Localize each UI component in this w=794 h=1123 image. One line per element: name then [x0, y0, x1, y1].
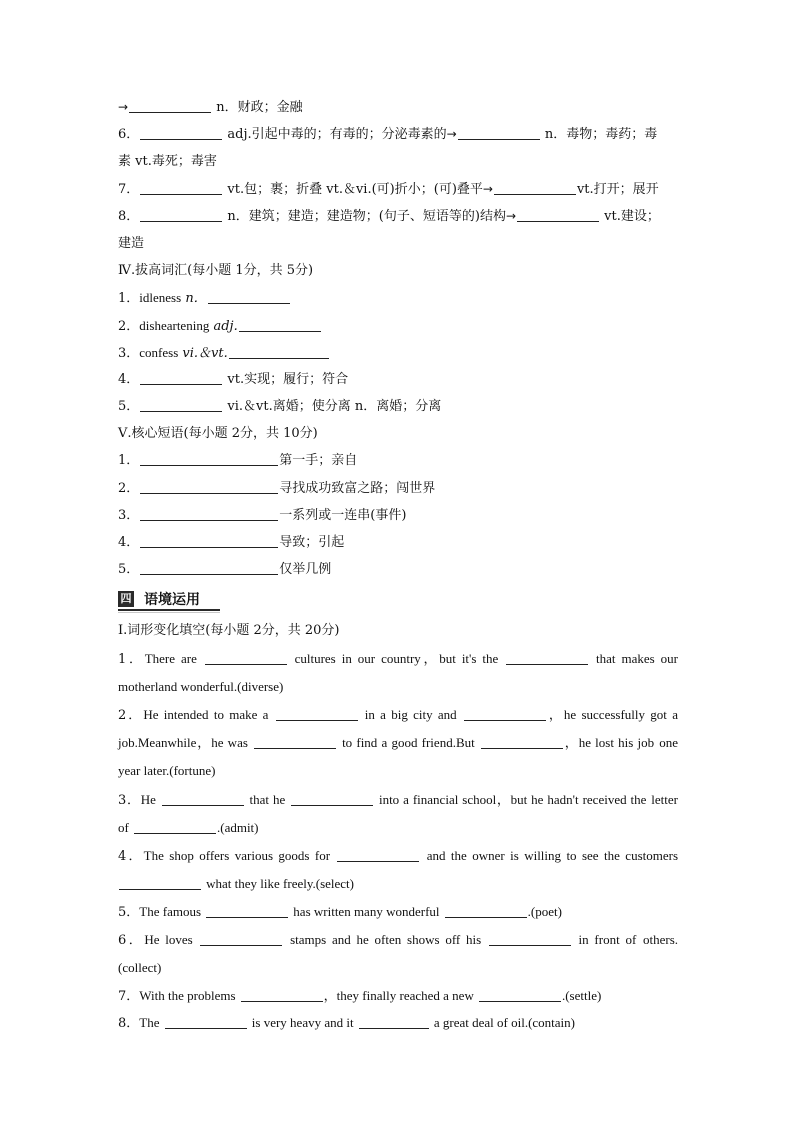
arrow-icon: →: [446, 127, 457, 142]
vocab-line-8-wrap: [118, 230, 678, 257]
vocab-line-5-cont: [118, 94, 678, 121]
question-text: what they like freely.(select): [206, 876, 355, 892]
item-number: 5．: [118, 905, 140, 921]
item-number: 1．: [118, 291, 140, 307]
item-number: 1．: [118, 651, 145, 667]
section-1-title: Ⅰ.词形变化填空(每小题 2分，共 20分): [118, 623, 340, 639]
answer-blank[interactable]: [165, 1014, 247, 1029]
question-text: a great deal of oil.(contain): [433, 1015, 576, 1031]
question-text: .(poet): [527, 904, 562, 920]
arrow-icon: →: [505, 208, 517, 223]
question-text: that he: [249, 791, 286, 807]
section-4-item-2: [118, 312, 678, 339]
answer-blank[interactable]: [140, 506, 278, 521]
question-text: The shop offers various goods for: [143, 847, 331, 863]
item-number: 6．: [118, 932, 145, 948]
item-number: 3．: [118, 792, 141, 808]
question-text: The famous: [139, 904, 202, 920]
answer-blank[interactable]: [140, 125, 222, 140]
answer-blank[interactable]: [162, 791, 244, 806]
item-number: 4．: [118, 848, 144, 864]
answer-blank[interactable]: [206, 903, 288, 918]
question-8: [118, 1009, 678, 1036]
question-text: ，he lost his job: [563, 735, 655, 751]
definition-text: adj.引起中毒的；有毒的；分泌毒素的: [227, 127, 447, 143]
item-number: 6．: [118, 127, 140, 143]
answer-blank[interactable]: [359, 1014, 429, 1029]
arrow-icon: →: [118, 100, 129, 114]
question-text: to find a good friend.But: [342, 735, 475, 751]
banner-underline: [118, 609, 220, 611]
vocab-word: idleness: [139, 290, 182, 306]
section-4-title: Ⅳ.拔高词汇(每小题 1分，共 5分): [118, 263, 314, 279]
banner-underline-shadow: [118, 612, 220, 613]
section-banner: [118, 587, 678, 611]
item-number: 4．: [118, 535, 140, 550]
item-number: 3．: [118, 507, 140, 523]
answer-blank[interactable]: [481, 734, 563, 749]
vocab-line-6-wrap: [118, 148, 678, 175]
question-text: into a financial school，but he hadn't received the: [378, 791, 647, 807]
answer-blank[interactable]: [229, 344, 329, 359]
question-5: [118, 898, 678, 925]
question-1: [118, 645, 678, 701]
section-5-item-1: [118, 447, 678, 474]
answer-blank[interactable]: [119, 875, 201, 890]
vocab-line-7: [118, 176, 678, 203]
answer-blank[interactable]: [479, 987, 561, 1002]
section-4-item-5: [118, 393, 678, 420]
vocab-word: disheartening: [139, 317, 210, 333]
item-number: 3．: [118, 345, 140, 361]
section-4-item-1: [118, 284, 678, 311]
section-5-item-3: [118, 502, 678, 529]
question-text: ，he successfully got a: [546, 706, 678, 722]
answer-blank[interactable]: [205, 650, 287, 665]
item-number: 1．: [118, 453, 140, 469]
question-text: He intended to make a: [143, 706, 269, 722]
question-text: With the problems: [139, 987, 236, 1003]
question-text: He loves: [144, 931, 193, 947]
item-number: 2．: [118, 318, 140, 334]
definition-text: 素: [118, 154, 132, 170]
item-number: 7．: [118, 988, 140, 1004]
question-text: There are: [144, 650, 197, 666]
question-text: in front of: [578, 931, 637, 947]
answer-blank[interactable]: [140, 533, 278, 548]
phrase-meaning: 仅举几例: [279, 562, 332, 578]
section-5-item-2: [118, 475, 678, 502]
question-text: stamps and he often shows off his: [290, 931, 482, 947]
question-2: [118, 701, 678, 786]
question-text: .(admit): [216, 819, 259, 835]
item-number: 2．: [118, 480, 140, 496]
definition-text: vt.包；裹；折叠: [227, 181, 323, 197]
question-text: others.(collect): [118, 931, 679, 975]
answer-blank[interactable]: [140, 370, 222, 385]
answer-blank[interactable]: [291, 791, 373, 806]
answer-blank[interactable]: [239, 317, 321, 332]
section-4-item-4: [118, 366, 678, 393]
section-5-item-4: [118, 529, 678, 556]
phrase-meaning: 第一手；亲自: [279, 453, 358, 469]
question-text: one year later.(fortune): [118, 735, 678, 779]
worksheet-page: [118, 94, 678, 1036]
answer-blank[interactable]: [494, 180, 576, 195]
answer-blank[interactable]: [464, 706, 546, 721]
definition-text: vt.＆vi.(可)折小；(可)叠平: [326, 181, 483, 197]
answer-blank[interactable]: [140, 479, 278, 494]
question-text: job.Meanwhile，he was: [118, 735, 248, 751]
question-text: has written many wonderful: [293, 904, 440, 920]
answer-blank[interactable]: [140, 451, 278, 466]
part-of-speech: vi.＆vt.: [182, 345, 228, 361]
item-number: 8．: [118, 1016, 140, 1032]
answer-blank[interactable]: [200, 931, 282, 946]
section-number-icon: 四: [118, 591, 134, 607]
question-text: and the owner is willing to see the customers: [426, 847, 679, 863]
definition-text: 建造: [118, 235, 145, 251]
question-text: letter of: [118, 791, 679, 835]
definition-text: n．毒物；毒药；毒: [544, 127, 658, 143]
answer-blank[interactable]: [517, 207, 599, 222]
question-text: The: [139, 1015, 160, 1031]
definition-text: vt.毒死；毒害: [135, 154, 217, 170]
question-text: in a big city and: [364, 706, 457, 722]
item-number: 2．: [118, 707, 144, 723]
section-banner-title: 语境运用: [144, 592, 200, 609]
answer-blank[interactable]: [134, 819, 216, 834]
question-7: [118, 982, 678, 1009]
answer-blank[interactable]: [140, 180, 222, 195]
answer-blank[interactable]: [445, 903, 527, 918]
answer-blank[interactable]: [254, 734, 336, 749]
question-text: He: [140, 791, 156, 807]
item-number: 7．: [118, 181, 140, 197]
item-number: 4．: [118, 371, 140, 387]
phrase-meaning: 寻找成功致富之路；闯世界: [279, 480, 436, 496]
question-6: [118, 926, 678, 982]
question-text: .(settle): [561, 987, 602, 1003]
answer-blank[interactable]: [458, 125, 540, 140]
vocab-line-8: [118, 203, 678, 230]
arrow-icon: →: [482, 181, 493, 196]
section-4-item-3: [118, 339, 678, 366]
definition-text: vi.＆vt.离婚；使分离 n．离婚；分离: [227, 399, 442, 415]
answer-blank[interactable]: [337, 847, 419, 862]
question-3: [118, 786, 678, 842]
item-number: 5．: [118, 562, 140, 578]
section-5-item-5: [118, 556, 678, 583]
definition-text: vt.打开；展开: [576, 181, 659, 197]
definition-text: n．财政；金融: [216, 100, 303, 115]
vocab-line-6: [118, 121, 678, 148]
question-text: cultures in our country，but it's the: [294, 650, 499, 666]
vocab-word: confess: [139, 344, 179, 360]
item-number: 8．: [118, 208, 140, 224]
definition-text: vt.实现；履行；符合: [227, 371, 349, 387]
answer-blank[interactable]: [140, 207, 222, 222]
answer-blank[interactable]: [140, 397, 222, 412]
answer-blank[interactable]: [208, 289, 290, 304]
phrase-meaning: 导致；引起: [279, 535, 345, 550]
answer-blank[interactable]: [140, 560, 278, 575]
part-of-speech: n．: [185, 291, 207, 307]
definition-text: n．建筑；建造；建造物；(句子、短语等的)结构: [227, 208, 506, 224]
answer-blank[interactable]: [129, 98, 211, 113]
question-text: motherland wonderful.(diverse): [118, 678, 284, 694]
answer-blank[interactable]: [489, 931, 571, 946]
answer-blank[interactable]: [241, 987, 323, 1002]
section-5-title: Ⅴ.核心短语(每小题 2分，共 10分): [118, 426, 318, 442]
question-text: is very heavy and it: [251, 1015, 354, 1031]
phrase-meaning: 一系列或一连串(事件): [279, 507, 407, 523]
part-of-speech: adj.: [213, 318, 238, 334]
definition-text: vt.建设；: [604, 208, 660, 224]
answer-blank[interactable]: [276, 706, 358, 721]
answer-blank[interactable]: [506, 650, 588, 665]
question-4: [118, 842, 678, 898]
question-text: that makes our: [596, 650, 678, 666]
question-text: ，they finally reached a new: [323, 987, 474, 1003]
item-number: 5．: [118, 399, 140, 415]
